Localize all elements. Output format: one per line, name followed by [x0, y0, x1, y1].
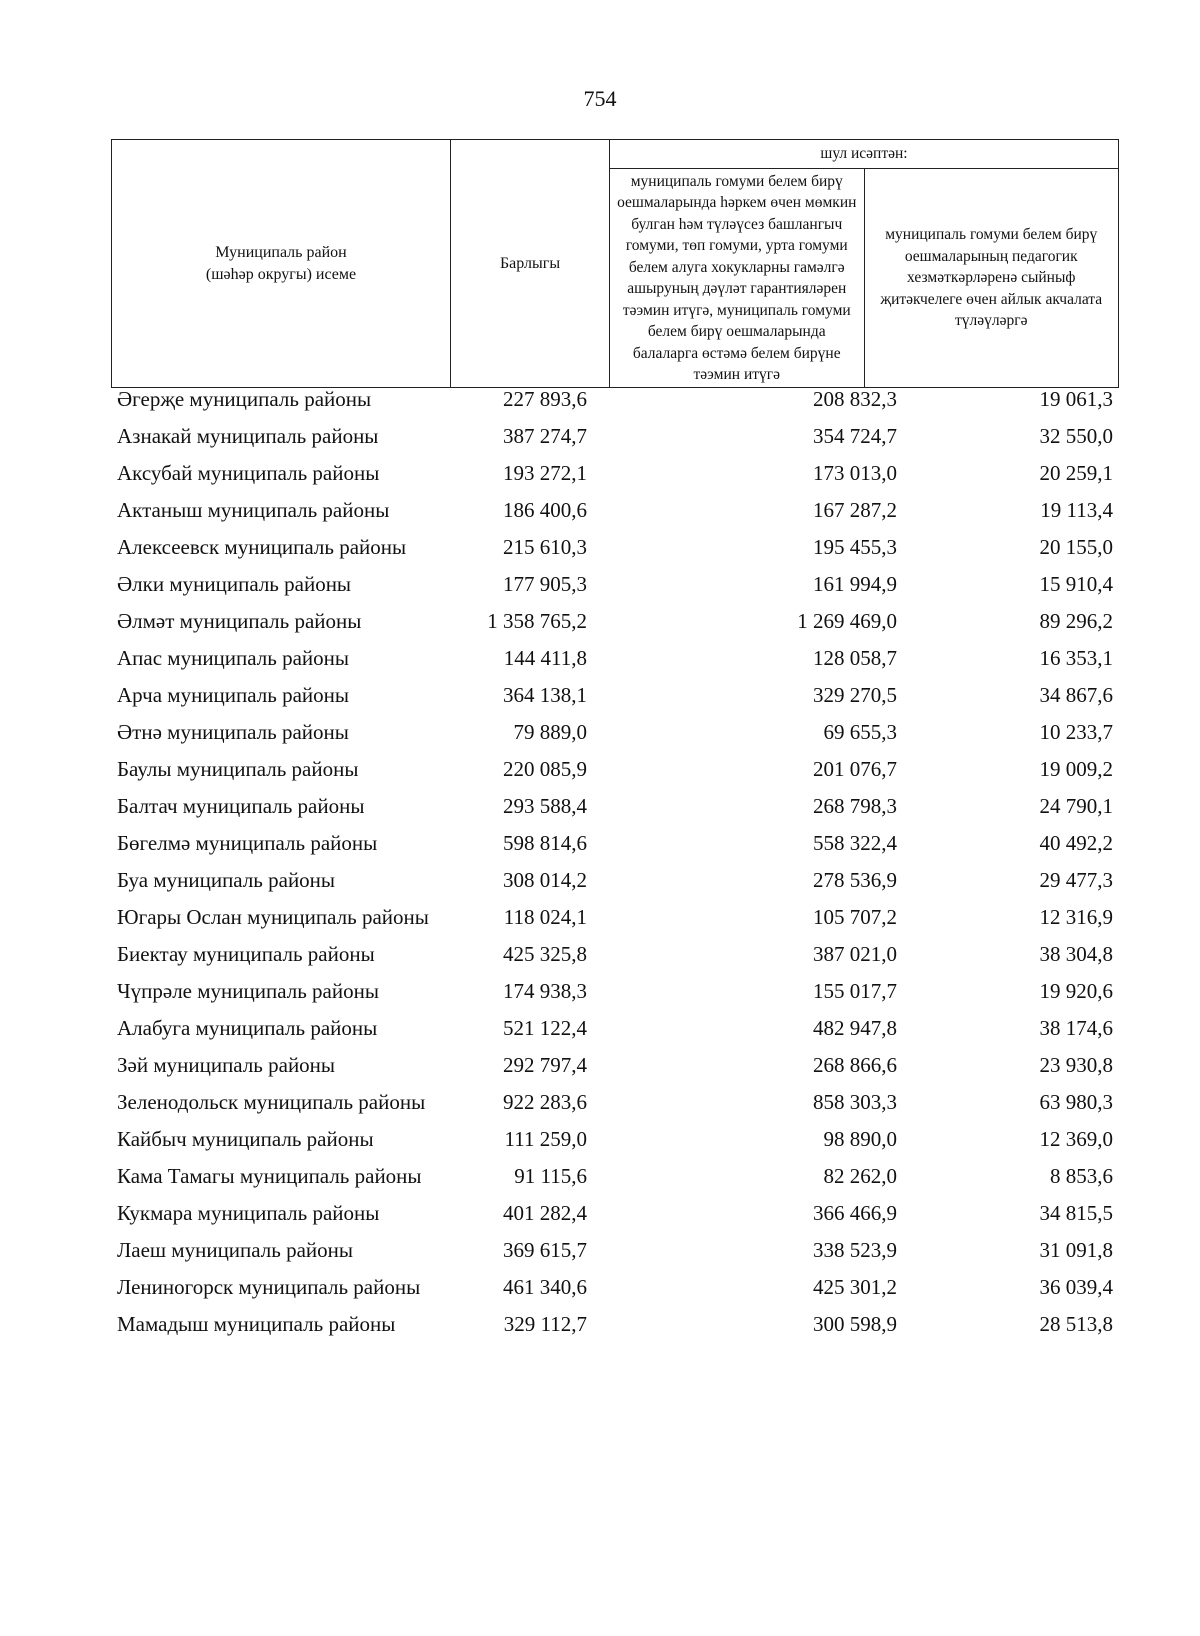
row-name: Әгерҗе муниципаль районы	[117, 387, 372, 411]
row-total: 425 325,8	[503, 942, 587, 966]
row-name: Югары Ослан муниципаль районы	[117, 905, 429, 929]
row-payments: 8 853,6	[1050, 1164, 1113, 1188]
row-total: 186 400,6	[503, 498, 587, 522]
row-payments: 20 259,1	[1039, 461, 1113, 485]
row-name: Азнакай муниципаль районы	[117, 424, 379, 448]
table-row	[111, 1201, 1119, 1226]
page-number: 754	[583, 86, 617, 111]
row-guarantees: 858 303,3	[813, 1090, 897, 1114]
row-guarantees: 278 536,9	[813, 868, 897, 892]
row-guarantees: 167 287,2	[813, 498, 897, 522]
row-payments: 15 910,4	[1039, 572, 1113, 596]
row-guarantees: 387 021,0	[813, 942, 897, 966]
table-row	[111, 757, 1119, 782]
row-name: Балтач муниципаль районы	[117, 794, 365, 818]
header-class-teacher-payments: муниципаль гомуми белем бирү оешмаларының педагогик хезмәткәрләренә сыйныф җитәкчелеге өчен айлык акчалата түләүләргә	[864, 169, 1119, 388]
row-name: Кукмара муниципаль районы	[117, 1201, 380, 1225]
row-guarantees: 300 598,9	[813, 1312, 897, 1336]
row-guarantees: 268 798,3	[813, 794, 897, 818]
row-total: 174 938,3	[503, 979, 587, 1003]
row-payments: 12 316,9	[1039, 905, 1113, 929]
row-total: 922 283,6	[503, 1090, 587, 1114]
row-total: 364 138,1	[503, 683, 587, 707]
table-row	[111, 1053, 1119, 1078]
table-row	[111, 683, 1119, 708]
row-payments: 38 174,6	[1039, 1016, 1113, 1040]
row-name: Баулы муниципаль районы	[117, 757, 359, 781]
row-total: 521 122,4	[503, 1016, 587, 1040]
row-payments: 34 867,6	[1039, 683, 1113, 707]
row-name: Әлмәт муниципаль районы	[117, 609, 362, 633]
row-name: Мамадыш муниципаль районы	[117, 1312, 396, 1336]
row-guarantees: 161 994,9	[813, 572, 897, 596]
table-row	[111, 424, 1119, 449]
table-row	[111, 1238, 1119, 1263]
row-payments: 16 353,1	[1039, 646, 1113, 670]
row-guarantees: 268 866,6	[813, 1053, 897, 1077]
row-name: Арча муниципаль районы	[117, 683, 349, 707]
row-name: Чүпрәле муниципаль районы	[117, 979, 379, 1003]
row-payments: 63 980,3	[1039, 1090, 1113, 1114]
row-guarantees: 195 455,3	[813, 535, 897, 559]
row-guarantees: 425 301,2	[813, 1275, 897, 1299]
row-total: 308 014,2	[503, 868, 587, 892]
row-name: Алабуга муниципаль районы	[117, 1016, 378, 1040]
row-name: Бөгелмә муниципаль районы	[117, 831, 378, 855]
row-total: 598 814,6	[503, 831, 587, 855]
row-payments: 28 513,8	[1039, 1312, 1113, 1336]
row-payments: 38 304,8	[1039, 942, 1113, 966]
row-payments: 89 296,2	[1039, 609, 1113, 633]
row-name: Кама Тамагы муниципаль районы	[117, 1164, 422, 1188]
row-total: 1 358 765,2	[487, 609, 587, 633]
table-row	[111, 646, 1119, 671]
row-guarantees: 366 466,9	[813, 1201, 897, 1225]
header-total: Барлыгы	[451, 140, 610, 388]
header-including: шул исәптән:	[610, 140, 1119, 169]
row-name: Актаныш муниципаль районы	[117, 498, 390, 522]
table-row	[111, 831, 1119, 856]
row-guarantees: 1 269 469,0	[797, 609, 897, 633]
table-row	[111, 1312, 1119, 1337]
table-row	[111, 942, 1119, 967]
row-guarantees: 354 724,7	[813, 424, 897, 448]
row-payments: 23 930,8	[1039, 1053, 1113, 1077]
row-total: 369 615,7	[503, 1238, 587, 1262]
table-header	[111, 139, 1119, 388]
row-guarantees: 338 523,9	[813, 1238, 897, 1262]
row-guarantees: 82 262,0	[823, 1164, 897, 1188]
header-municipality-name: Муниципаль район (шәһәр округы) исеме	[112, 140, 451, 388]
row-total: 177 905,3	[503, 572, 587, 596]
row-name: Апас муниципаль районы	[117, 646, 349, 670]
row-name: Алексеевск муниципаль районы	[117, 535, 407, 559]
row-total: 293 588,4	[503, 794, 587, 818]
row-total: 193 272,1	[503, 461, 587, 485]
row-name: Биектау муниципаль районы	[117, 942, 375, 966]
table-row	[111, 572, 1119, 597]
table-row	[111, 905, 1119, 930]
table-row	[111, 1164, 1119, 1189]
row-payments: 40 492,2	[1039, 831, 1113, 855]
row-guarantees: 482 947,8	[813, 1016, 897, 1040]
table-row	[111, 1090, 1119, 1115]
row-total: 79 889,0	[513, 720, 587, 744]
row-payments: 29 477,3	[1039, 868, 1113, 892]
row-total: 401 282,4	[503, 1201, 587, 1225]
table-row	[111, 535, 1119, 560]
table-row	[111, 387, 1119, 412]
row-name: Кайбыч муниципаль районы	[117, 1127, 374, 1151]
row-payments: 24 790,1	[1039, 794, 1113, 818]
table-row	[111, 1275, 1119, 1300]
row-payments: 19 920,6	[1039, 979, 1113, 1003]
row-total: 227 893,6	[503, 387, 587, 411]
row-total: 91 115,6	[514, 1164, 587, 1188]
table-row	[111, 461, 1119, 486]
table-row	[111, 868, 1119, 893]
row-guarantees: 98 890,0	[823, 1127, 897, 1151]
row-payments: 34 815,5	[1039, 1201, 1113, 1225]
table-row	[111, 1127, 1119, 1152]
row-guarantees: 173 013,0	[813, 461, 897, 485]
row-payments: 19 009,2	[1039, 757, 1113, 781]
row-guarantees: 69 655,3	[823, 720, 897, 744]
header-state-guarantees: муниципаль гомуми белем бирү оешмаларында һәркем өчен мөмкин булган һәм түләүсез башлангыч гомуми, төп гомуми, урта гомуми белем алуга хокукларны гамәлгә ашыруның дәүләт гарантияләрен тәэмин итүгә, муниципаль гомуми белем бирү оешмаларында балаларга өстәмә белем бирүне тәэмин итүгә	[610, 169, 865, 388]
row-total: 118 024,1	[503, 905, 587, 929]
row-name: Зәй муниципаль районы	[117, 1053, 336, 1077]
table-row	[111, 720, 1119, 745]
table-row	[111, 609, 1119, 634]
table-row	[111, 979, 1119, 1004]
row-guarantees: 105 707,2	[813, 905, 897, 929]
row-total: 144 411,8	[503, 646, 587, 670]
row-name: Буа муниципаль районы	[117, 868, 336, 892]
row-total: 461 340,6	[503, 1275, 587, 1299]
row-total: 387 274,7	[503, 424, 587, 448]
table-row	[111, 794, 1119, 819]
table-row	[111, 498, 1119, 523]
row-name: Лениногорск муниципаль районы	[117, 1275, 421, 1299]
row-name: Лаеш муниципаль районы	[117, 1238, 354, 1262]
row-guarantees: 155 017,7	[813, 979, 897, 1003]
row-total: 292 797,4	[503, 1053, 587, 1077]
row-payments: 19 113,4	[1040, 498, 1113, 522]
row-payments: 12 369,0	[1039, 1127, 1113, 1151]
row-payments: 32 550,0	[1039, 424, 1113, 448]
row-name: Әлки муниципаль районы	[117, 572, 352, 596]
row-guarantees: 201 076,7	[813, 757, 897, 781]
row-guarantees: 128 058,7	[813, 646, 897, 670]
row-guarantees: 208 832,3	[813, 387, 897, 411]
row-guarantees: 329 270,5	[813, 683, 897, 707]
table-row	[111, 1016, 1119, 1041]
row-payments: 36 039,4	[1039, 1275, 1113, 1299]
row-payments: 31 091,8	[1039, 1238, 1113, 1262]
row-name: Аксубай муниципаль районы	[117, 461, 380, 485]
row-guarantees: 558 322,4	[813, 831, 897, 855]
row-total: 329 112,7	[503, 1312, 587, 1336]
row-payments: 10 233,7	[1039, 720, 1113, 744]
row-total: 215 610,3	[503, 535, 587, 559]
row-payments: 20 155,0	[1039, 535, 1113, 559]
row-name: Әтнә муниципаль районы	[117, 720, 349, 744]
row-name: Зеленодольск муниципаль районы	[117, 1090, 426, 1114]
row-payments: 19 061,3	[1039, 387, 1113, 411]
row-total: 220 085,9	[503, 757, 587, 781]
table-body	[111, 387, 1119, 1349]
row-total: 111 259,0	[504, 1127, 587, 1151]
